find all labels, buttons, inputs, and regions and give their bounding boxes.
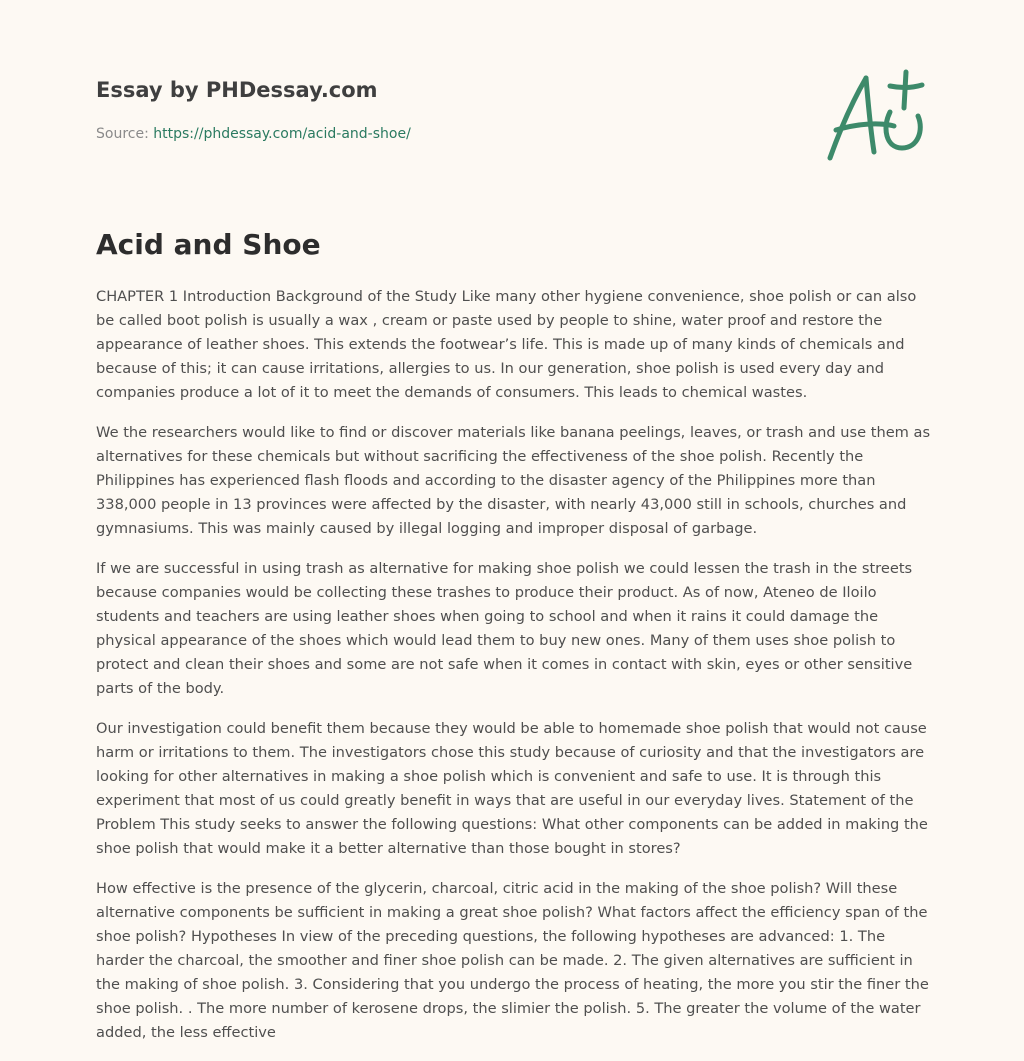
essay-title: Acid and Shoe [96, 228, 321, 261]
essay-paragraph: If we are successful in using trash as alternative for making shoe polish we could lessen the trash in the streets because companies would be collecting these trashes to produce their product. As of now, Ateneo de Iloilo students and teachers are using leather shoes when going to school and when it rains it could damage the physical appearance of the shoes which would lead them to buy new ones. Many of them uses shoe polish to protect and clean their shoes and some are not safe when it comes in contact with skin, eyes or other sensitive parts of the body. [96, 560, 913, 697]
essay-paragraph: We the researchers would like to find or discover materials like banana peelings, leaves, or trash and use them as alternatives for these chemicals but without sacrificing the effectiveness of the shoe polish. Recently the Philippines has experienced flash floods and according to the disaster agency of the Philippines more than 338,000 people in 13 provinces were affected by the disaster, with nearly 43,000 still in schools, churches and gymnasiums. This was mainly caused by illegal logging and improper disposal of garbage. [96, 424, 931, 537]
page-header [96, 76, 796, 144]
essay-body [96, 285, 932, 1061]
essay-paragraph: Our investigation could benefit them because they would be able to homemade shoe polish that would not cause harm or irritations to them. The investigators chose this study because of curiosity and that the investigators are looking for other alternatives in making a shoe polish which is convenient and safe to use. It is through this experiment that most of us could greatly benefit in ways that are useful in our everyday lives. Statement of the Problem This study seeks to answer the following questions: What other components can be added in making the shoe polish that would make it a better alternative than those bought in stores? [96, 720, 928, 857]
essay-paragraph: CHAPTER 1 Introduction Background of the Study Like many other hygiene convenience, shoe polish or can also be called boot polish is usually a wax , cream or paste used by people to shine, water proof and restore the appearance of leather shoes. This extends the footwear’s life. This is made up of many kinds of chemicals and because of this; it can cause irritations, allergies to us. In our generation, shoe polish is used every day and companies produce a lot of it to meet the demands of consumers. This leads to chemical wastes. [96, 288, 917, 401]
essay-paragraph: How effective is the presence of the glycerin, charcoal, citric acid in the making of the shoe polish? Will these alternative components be sufficient in making a great shoe polish? What factors affect the efficiency span of the shoe polish? Hypotheses In view of the preceding questions, the following hypotheses are advanced: 1. The harder the charcoal, the smoother and finer shoe polish can be made. 2. The given alternatives are sufficient in the making of shoe polish. 3. Considering that you undergo the process of heating, the more you stir the finer the shoe polish. . The more number of kerosene drops, the slimier the polish. 5. The greater the volume of the water added, the less effective [96, 880, 929, 1041]
source-link[interactable]: https://phdessay.com/acid-and-shoe/ [153, 126, 411, 142]
source-line [96, 124, 796, 144]
a-plus-logo-icon [822, 68, 926, 164]
site-title: Essay by PHDessay.com [96, 78, 378, 102]
source-label: Source: [96, 126, 154, 142]
